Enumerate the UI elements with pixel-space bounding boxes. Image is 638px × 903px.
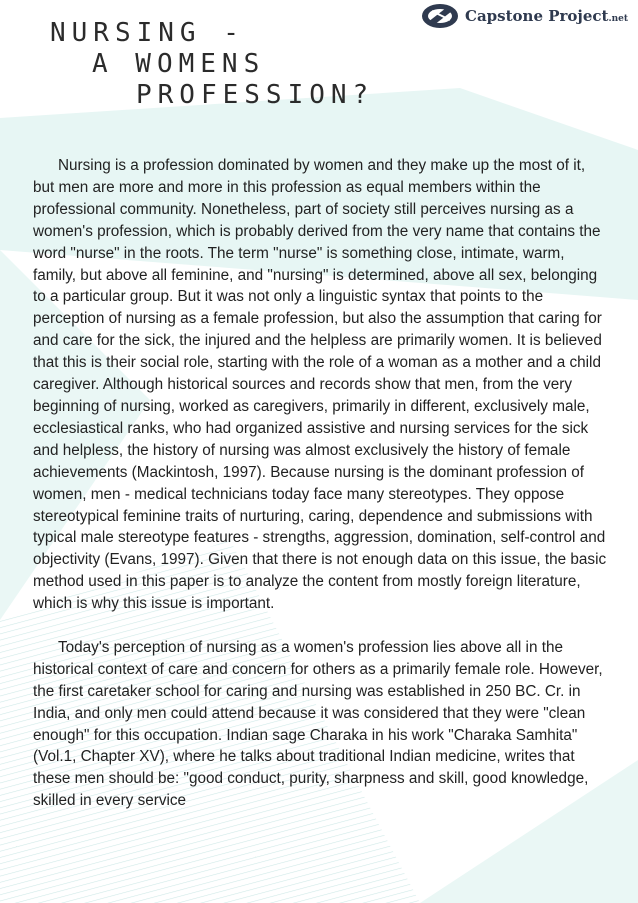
logo-suffix: .net xyxy=(608,14,628,24)
logo-emblem-icon xyxy=(420,2,460,30)
logo-text xyxy=(465,7,628,25)
paragraph-1: Nursing is a profession dominated by women and they make up the most of it, but men are more and more in this profession as equal members within the professional community. Nonetheless, part of society still perceives nursing as a women's profession, which is probably derived from the very name that contains the word "nurse" in the roots. The term "nurse" is something close, intimate, warm, family, but above all feminine, and "nursing" is determined, above all sex, belonging to a particular group. But it was not only a linguistic syntax that points to the perception of nursing as a female profession, but also the assumption that caring for and care for the sick, the injured and the helpless are primarily women. It is believed that this is their social role, starting with the role of a woman as a mother and a child caregiver. Although historical sources and records show that men, from the very beginning of nursing, worked as caregivers, primarily in different, exclusively male, ecclesiastical ranks, who had organized assistive and nursing services for the sick and helpless, the history of nursing was almost exclusively the history of female achievements (Mackintosh, 1997). Because nursing is the dominant profession of women, men - medical technicians today face many stereotypes. They oppose stereotypical feminine traits of nurturing, caring, dependence and submissions with typical male stereotype features - strengths, aggression, domination, self-control and objectivity (Evans, 1997). Given that there is not enough data on this issue, the basic method used in this paper is to analyze the content from mostly foreign literature, which is why this issue is important. xyxy=(33,157,607,613)
paragraph-2: Today's perception of nursing as a women's profession lies above all in the historical context of care and concern for others as a primarily female role. However, the first caretaker school for caring and nursing was established in 250 BC. Cr. in India, and only men could attend because it was considered that they were "clean enough" for this occupation. Indian sage Charaka in his work "Charaka Samhita" (Vol.1, Chapter XV), where he talks about traditional Indian medicine, writes that these men should be: "good conduct, purity, sharpness and skill, good knowledge, skilled in every service xyxy=(33,638,603,810)
logo-name: Capstone Project xyxy=(465,7,609,25)
document-body xyxy=(33,155,610,812)
page-title xyxy=(50,18,374,111)
title-line-2: A WOMENS xyxy=(92,49,266,79)
title-line-3: PROFESSION? xyxy=(136,80,375,110)
title-line-1: NURSING - xyxy=(50,18,245,48)
capstone-project-logo[interactable] xyxy=(420,2,628,30)
